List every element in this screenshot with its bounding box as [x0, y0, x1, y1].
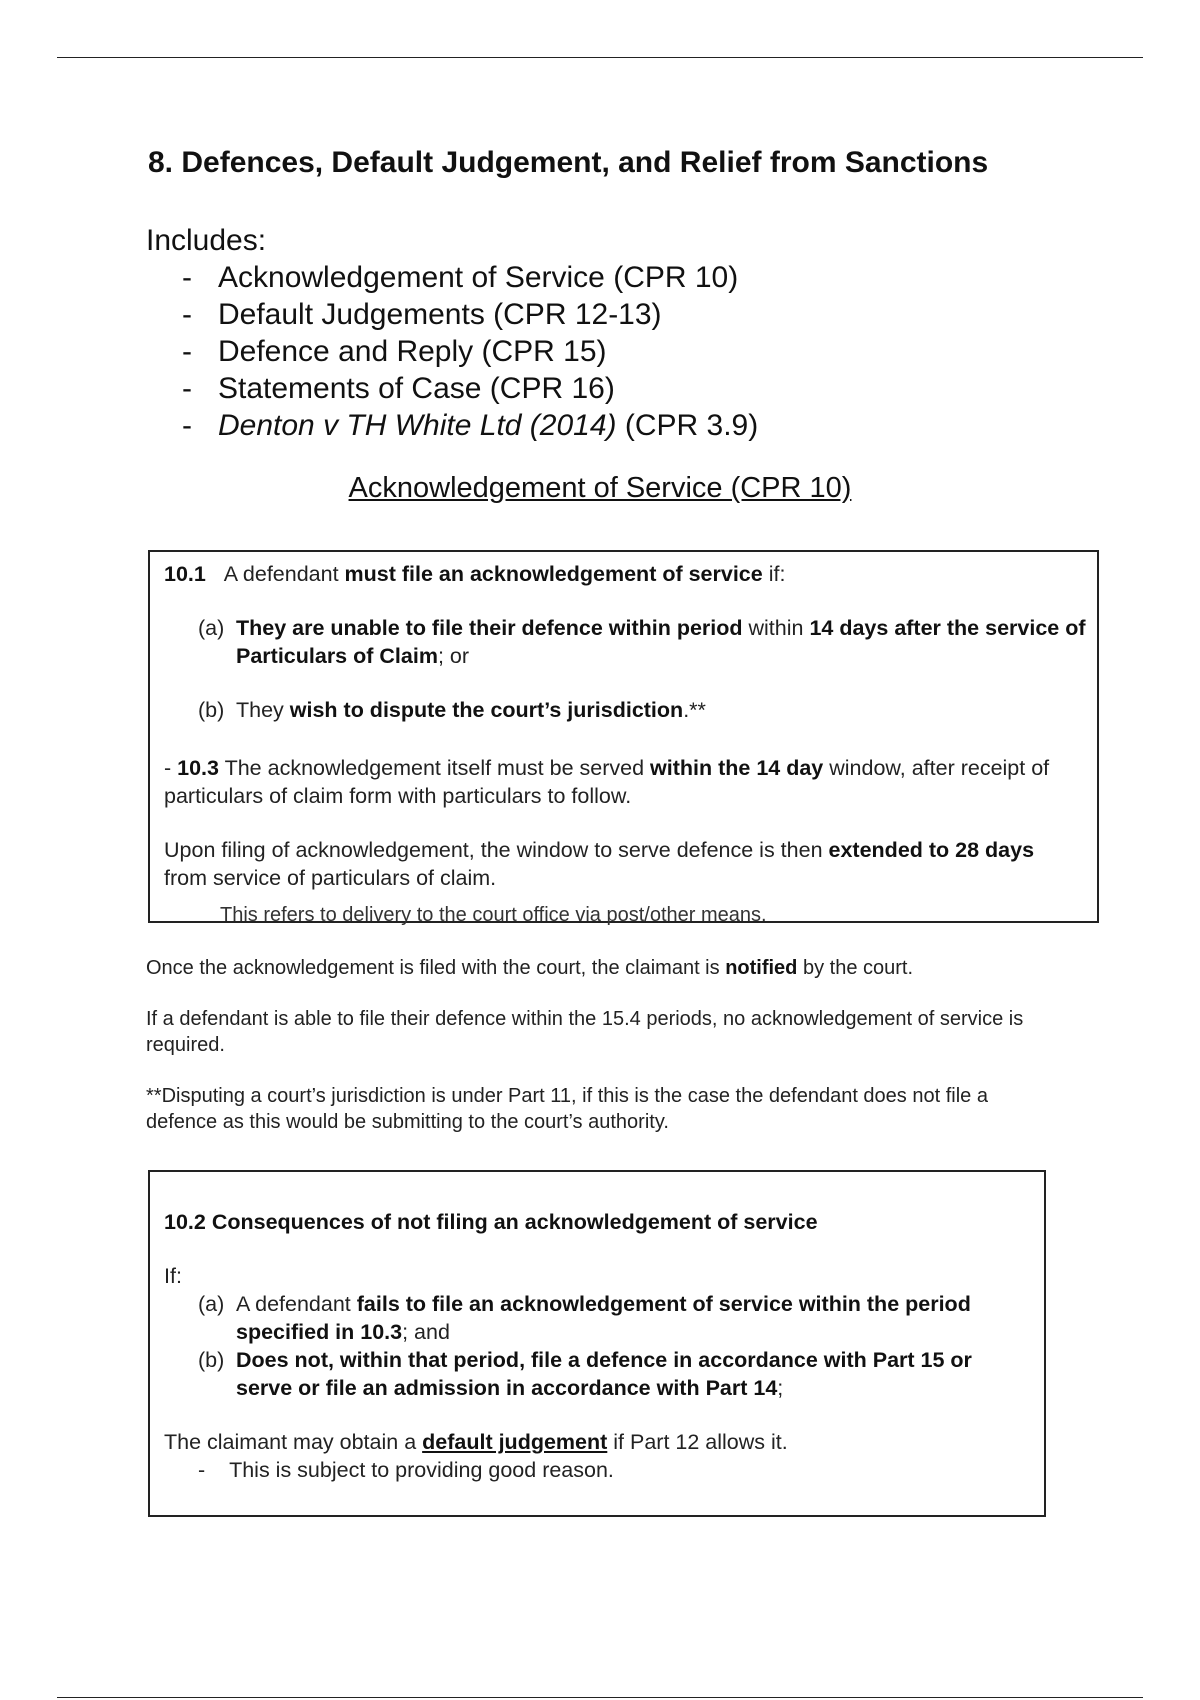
- note-no-acknowledgement: If a defendant is able to file their defence within the 15.4 periods, no acknowledgement of service is required.: [146, 1008, 1024, 1056]
- list-item: - Defence and Reply (CPR 15): [182, 335, 607, 368]
- consequence-a: (a) A defendant fails to file an acknowledgement of service within the period specified in 10.3; and: [198, 1292, 971, 1344]
- bottom-rule: [57, 1697, 1143, 1698]
- consequence-b: (b) Does not, within that period, file a defence in accordance with Part 15 or serve or file an admission in accordance with Part 14;: [198, 1348, 972, 1400]
- section-heading: Acknowledgement of Service (CPR 10): [348, 472, 852, 504]
- list-item: - Denton v TH White Ltd (2014) (CPR 3.9): [182, 409, 759, 442]
- if-label: If:: [164, 1264, 182, 1288]
- note-jurisdiction: **Disputing a court’s jurisdiction is under Part 11, if this is the case the defendant does not file a defence as this would be submitting to the court’s authority.: [146, 1085, 988, 1133]
- rule-10-1-intro: 10.1 A defendant must file an acknowledgement of service if:: [164, 562, 786, 586]
- list-item: - Statements of Case (CPR 16): [182, 372, 615, 405]
- extension-paragraph: Upon filing of acknowledgement, the window to serve defence is then extended to 28 days from service of particulars of claim.: [164, 838, 1035, 890]
- condition-b: (b) They wish to dispute the court’s jurisdiction.**: [198, 698, 706, 722]
- includes-label: Includes:: [146, 224, 267, 257]
- includes-section: [146, 222, 758, 444]
- partially-hidden-line: This refers to delivery to the court office via post/other means.: [220, 904, 767, 926]
- default-judgement-term: default judgement: [422, 1430, 608, 1454]
- includes-list: [146, 259, 758, 444]
- note-notified: Once the acknowledgement is filed with the court, the claimant is notified by the court.: [146, 957, 914, 979]
- page-title: 8. Defences, Default Judgement, and Relief from Sanctions: [148, 146, 989, 179]
- case-citation: Denton v TH White Ltd (2014): [218, 409, 617, 442]
- list-item: - Acknowledgement of Service (CPR 10): [182, 261, 739, 294]
- rule-10-3-paragraph: - 10.3 The acknowledgement itself must be served within the 14 day window, after receipt of particulars of claim form with particulars to follow.: [164, 756, 1050, 808]
- default-judgement-paragraph: The claimant may obtain a default judgement if Part 12 allows it.: [164, 1430, 788, 1454]
- rule-10-2-heading: 10.2 Consequences of not filing an acknowledgement of service: [164, 1210, 818, 1234]
- rule-10-2-box: [148, 1170, 1046, 1517]
- list-item: - Default Judgements (CPR 12-13): [182, 298, 662, 331]
- rule-10-1-box: [148, 550, 1099, 923]
- good-reason-item: - This is subject to providing good reason.: [198, 1458, 614, 1482]
- condition-a: (a) They are unable to file their defence within period within 14 days after the service of Particulars of Claim; or: [198, 616, 1086, 668]
- top-rule: [57, 57, 1143, 58]
